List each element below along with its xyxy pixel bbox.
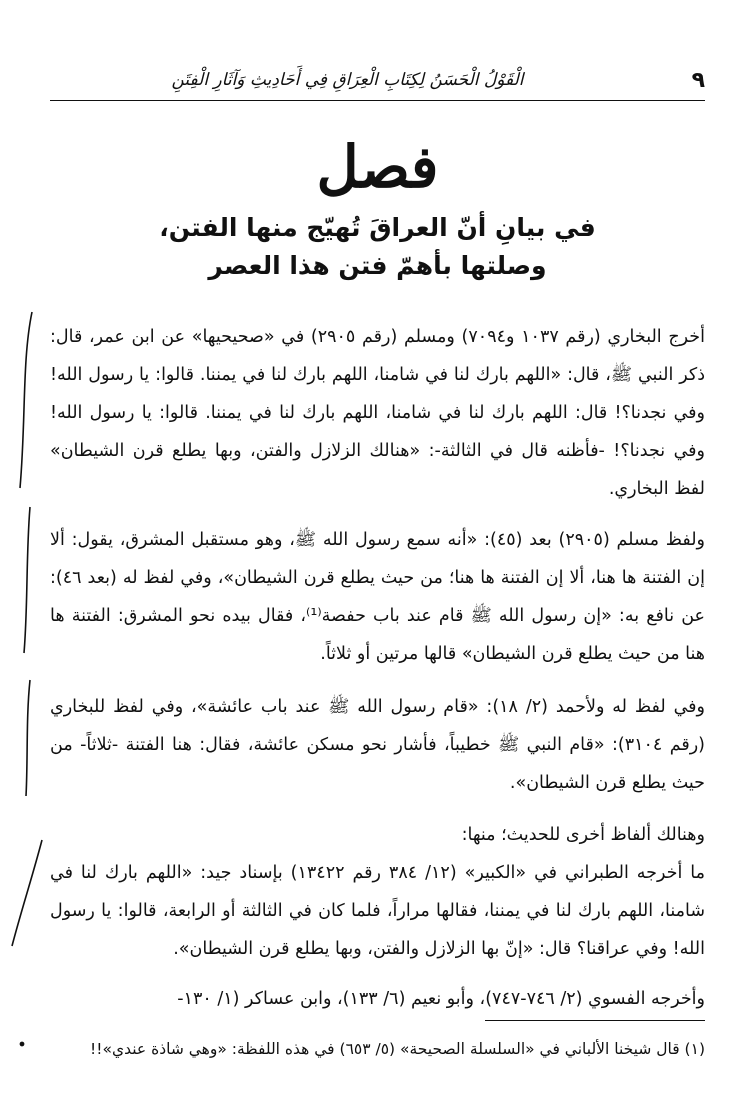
margin-dot: [18, 1040, 28, 1050]
paragraph-4: وهنالك ألفاظ أخرى للحديث؛ منها:: [461, 824, 705, 845]
running-title: الْقَوْلُ الْحَسَنُ لِكِتَابِ الْعِرَاقِ فِي أَحَادِيثِ وَآثَارِ الْفِتَنِ: [171, 70, 524, 90]
paragraph-5: ما أخرجه الطبراني في «الكبير» (١٢/ ٣٨٤ رقم ١٣٤٢٢) بإسناد جيد: «اللهم بارك لنا في شامنا، اللهم بارك لنا في يمننا، فقالها مراراً، فلما كان في الثالثة أو الرابعة، قالوا: يا رسول الله! وفي عراقنا؟ قال: «إنّ بها الزلازل والفتن، وبها يطلع قرن الشيطان».: [50, 862, 705, 959]
paragraph-2: ولفظ مسلم (٢٩٠٥) بعد (٤٥): «أنه سمع رسول الله ﷺ، وهو مستقبل المشرق، يقول: ألا إن الفتنة ها هنا، ألا إن الفتنة ها هنا؛ من حيث يطلع قرن الشيطان»، وفي لفظ له (بعد ٤٦): عن نافع به: «إن رسول الله ﷺ قام عند باب حفصة⁽¹⁾، فقال بيده نحو المشرق: الفتنة ها هنا من حيث يطلع قرن الشيطان» قالها مرتين أو ثلاثاً.: [50, 529, 705, 664]
margin-pen-mark-2: [10, 505, 40, 655]
margin-pen-mark-4: [8, 838, 48, 948]
page-number: ٩: [691, 68, 705, 93]
margin-pen-mark-3: [10, 678, 40, 798]
chapter-subtitle-line1: في بيانِ أنّ العراقَ تُهيّج منها الفتن،: [159, 213, 596, 242]
paragraph-3: وفي لفظ له ولأحمد (٢/ ١٨): «قام رسول الله ﷺ عند باب عائشة»، وفي لفظ للبخاري (رقم ٣١٠٤): «قام النبي ﷺ خطيباً، فأشار نحو مسكن عائشة، فقال: هنا الفتنة -ثلاثاً- من حيث يطلع قرن الشيطان».: [50, 696, 705, 793]
chapter-title: فصل: [316, 133, 439, 201]
page-header: [50, 62, 705, 102]
margin-pen-mark-1: [10, 310, 40, 490]
footnote-rule: [485, 1020, 705, 1021]
paragraph-6: وأخرجه الفسوي (٢/ ٧٤٦-٧٤٧)، وأبو نعيم (٦/ ١٣٣)، وابن عساكر (١/ ١٣٠-: [177, 988, 705, 1009]
paragraph-1: أخرج البخاري (رقم ١٠٣٧ و٧٠٩٤) ومسلم (رقم ٢٩٠٥) في «صحيحيها» عن ابن عمر، قال: ذكر النبي ﷺ، قال: «اللهم بارك لنا في شامنا، اللهم بارك لنا في يمننا. قالوا: يا رسول الله! وفي نجدنا؟! قال: اللهم بارك لنا في شامنا، اللهم بارك لنا في يمننا. قالوا: يا رسول الله! وفي نجدنا؟! -فأظنه قال في الثالثة-: «هنالك الزلازل والفتن، وبها يطلع قرن الشيطان» لفظ البخاري.: [50, 326, 705, 499]
header-rule: [50, 100, 705, 101]
chapter-subtitle-line2: وصلتها بأهمّ فتن هذا العصر: [208, 251, 547, 280]
footnote: (١) قال شيخنا الألباني في «السلسلة الصحيحة» (٥/ ٦٥٣) في هذه اللفظة: «وهي شاذة عندي»!!: [90, 1040, 705, 1058]
